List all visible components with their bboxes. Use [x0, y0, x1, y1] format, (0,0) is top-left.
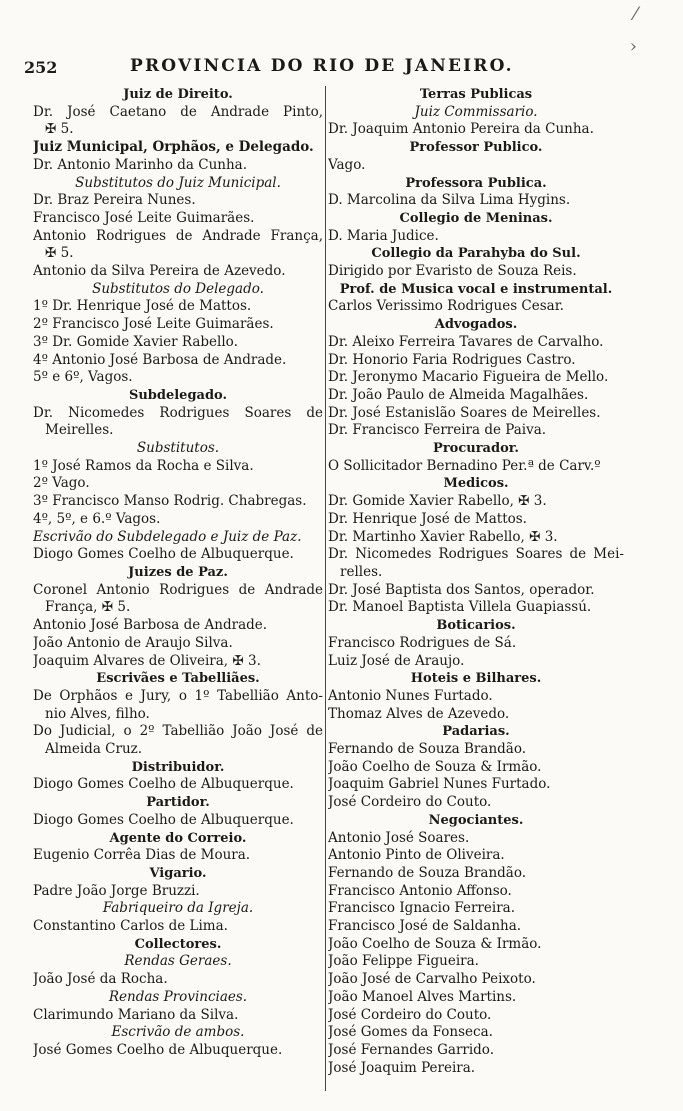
entry-continuation: ✠ 5.: [45, 121, 74, 138]
section-heading: Subdelegado.: [128, 387, 228, 403]
entry-line: Thomaz Alves de Azevedo.: [328, 705, 510, 722]
entry-line: Dr. Aleixo Ferreira Tavares de Carvalho.: [328, 333, 604, 350]
entry-line: Diogo Gomes Coelho de Albuquerque.: [33, 811, 294, 828]
entry-line: Eugenio Corrêa Dias de Moura.: [33, 847, 251, 864]
entry-line: Joaquim Alvares de Oliveira, ✠ 3.: [33, 652, 261, 669]
section-heading: Padarias.: [442, 724, 510, 740]
entry-line: 5º e 6º, Vagos.: [33, 369, 133, 386]
entry-line: Dr. Antonio Marinho da Cunha.: [33, 156, 247, 173]
entry-line: João Coelho de Souza & Irmão.: [328, 758, 542, 775]
section-heading: Juiz Municipal, Orphãos, e Delegado.: [33, 139, 314, 156]
entry-line: O Sollicitador Bernadino Per.ª de Carv.º: [328, 457, 601, 474]
subsection-heading: Fabriqueiro da Igreja.: [102, 900, 254, 917]
entry-line: Dr. Henrique José de Mattos.: [328, 510, 527, 527]
page-number: 252: [24, 58, 58, 77]
entry-line: 4º, 5º, e 6.º Vagos.: [33, 510, 161, 527]
entry-line: José Gomes Coelho de Albuquerque.: [33, 1041, 283, 1058]
section-heading: Medicos.: [443, 476, 509, 492]
entry-line: João José de Carvalho Peixoto.: [328, 971, 536, 988]
entry-line: 3º Francisco Manso Rodrig. Chabregas.: [33, 493, 307, 510]
entry-line: Vago.: [328, 156, 366, 173]
column-divider: [325, 86, 326, 1091]
entry-line: Francisco José Leite Guimarães.: [33, 209, 255, 226]
entry-line: Diogo Gomes Coelho de Albuquerque.: [33, 546, 294, 563]
section-heading: Boticarios.: [436, 618, 516, 634]
entry-continuation: ✠ 5.: [45, 245, 74, 262]
entry-line: Fernando de Souza Brandão.: [328, 864, 527, 881]
entry-line: Dr. Nicomedes Rodrigues Soares de: [33, 404, 323, 421]
entry-line: Antonio da Silva Pereira de Azevedo.: [33, 263, 286, 280]
page-title: PROVINCIA DO RIO DE JANEIRO.: [130, 56, 514, 76]
section-heading: Vigario.: [149, 865, 207, 881]
subsection-heading: Substitutos do Juiz Municipal.: [75, 174, 281, 191]
entry-line: José Cordeiro do Couto.: [328, 1006, 492, 1023]
entry-line: D. Maria Judice.: [328, 227, 439, 244]
entry-line: Dr. Jeronymo Macario Figueira de Mello.: [328, 369, 609, 386]
section-heading: Terras Publicas: [419, 87, 533, 102]
right-column: [328, 86, 624, 1077]
section-heading: Collegio da Parahyba do Sul.: [371, 246, 581, 262]
section-heading: Escrivães e Tabelliães.: [96, 671, 260, 687]
entry-line: Dr. Honorio Faria Rodrigues Castro.: [328, 351, 576, 368]
entry-line: D. Marcolina da Silva Lima Hygins.: [328, 192, 571, 209]
entry-line: João José da Rocha.: [33, 971, 168, 988]
section-heading: Juiz de Direito.: [123, 87, 233, 102]
entry-line: Dr. Manoel Baptista Villela Guapiassú.: [328, 599, 592, 616]
entry-line: Diogo Gomes Coelho de Albuquerque.: [33, 776, 294, 793]
section-heading: Negociantes.: [428, 812, 524, 828]
section-heading: Partidor.: [146, 795, 210, 811]
subsection-heading: Rendas Geraes.: [124, 953, 232, 970]
entry-line: Francisco José de Saldanha.: [328, 918, 522, 935]
entry-line: Francisco Antonio Affonso.: [328, 882, 512, 899]
section-heading: Collectores.: [134, 936, 222, 952]
subsection-heading: Escrivão do Subdelegado e Juiz de Paz.: [33, 528, 302, 545]
entry-line: 3º Dr. Gomide Xavier Rabello.: [33, 333, 238, 350]
entry-line: Dr. Francisco Ferreira de Paiva.: [328, 422, 547, 439]
entry-line: Padre João Jorge Bruzzi.: [33, 882, 200, 899]
section-heading: Distribuidor.: [131, 759, 225, 775]
entry-line: De Orphãos e Jury, o 1º Tabellião Anto-: [33, 687, 323, 704]
entry-line: Constantino Carlos de Lima.: [33, 918, 228, 935]
left-column: [33, 86, 323, 1060]
entry-line: Coronel Antonio Rodrigues de Andrade: [33, 581, 323, 598]
entry-line: Dr. Braz Pereira Nunes.: [33, 192, 196, 209]
entry-line: Antonio Nunes Furtado.: [328, 687, 493, 704]
section-heading: Collegio de Meninas.: [399, 210, 553, 226]
section-heading: Agente do Correio.: [109, 830, 247, 846]
section-heading: Prof. de Musica vocal e instrumental.: [339, 281, 613, 297]
entry-line: 2º Vago.: [33, 475, 90, 492]
entry-line: 2º Francisco José Leite Guimarães.: [33, 316, 274, 333]
subsection-heading: Substitutos do Delegado.: [92, 280, 264, 297]
section-heading: Professora Publica.: [405, 175, 547, 191]
entry-line: Dirigido por Evaristo de Souza Reis.: [328, 263, 577, 280]
entry-continuation: relles.: [340, 563, 383, 580]
section-heading: Juizes de Paz.: [128, 564, 228, 580]
entry-line: João Antonio de Araujo Silva.: [33, 634, 233, 651]
subsection-heading: Juiz Commissario.: [414, 103, 538, 120]
entry-line: Antonio José Soares.: [328, 829, 470, 846]
entry-line: Carlos Verissimo Rodrigues Cesar.: [328, 298, 564, 315]
entry-line: Fernando de Souza Brandão.: [328, 741, 527, 758]
entry-line: Joaquim Gabriel Nunes Furtado.: [328, 776, 551, 793]
entry-line: José Cordeiro do Couto.: [328, 794, 492, 811]
entry-line: Clarimundo Mariano da Silva.: [33, 1006, 239, 1023]
entry-continuation: nio Alves, filho.: [45, 705, 150, 722]
entry-line: Antonio José Barbosa de Andrade.: [33, 617, 268, 634]
section-heading: Procurador.: [433, 441, 519, 457]
subsection-heading: Escrivão de ambos.: [111, 1024, 245, 1041]
section-heading: Advogados.: [434, 317, 518, 333]
section-heading: Hoteis e Bilhares.: [410, 671, 542, 687]
entry-line: 1º Dr. Henrique José de Mattos.: [33, 298, 252, 315]
entry-line: Dr. José Caetano de Andrade Pinto,: [33, 103, 323, 120]
entry-line: Dr. João Paulo de Almeida Magalhães.: [328, 386, 589, 403]
entry-line: José Gomes da Fonseca.: [328, 1024, 493, 1041]
subsection-heading: Rendas Provinciaes.: [108, 988, 248, 1005]
entry-line: Francisco Rodrigues de Sá.: [328, 634, 517, 651]
entry-continuation: França, ✠ 5.: [45, 599, 131, 616]
entry-line: Dr. José Estanislão Soares de Meirelles.: [328, 404, 601, 421]
entry-continuation: Meirelles.: [45, 422, 114, 439]
entry-line: 1º José Ramos da Rocha e Silva.: [33, 457, 254, 474]
entry-line: Dr. Martinho Xavier Rabello, ✠ 3.: [328, 528, 558, 545]
entry-line: João Felippe Figueira.: [328, 953, 479, 970]
entry-line: Dr. José Baptista dos Santos, operador.: [328, 581, 595, 598]
entry-line: Dr. Joaquim Antonio Pereira da Cunha.: [328, 121, 594, 138]
entry-continuation: Almeida Cruz.: [45, 741, 143, 758]
entry-line: Antonio Pinto de Oliveira.: [328, 847, 505, 864]
entry-line: Luiz José de Araujo.: [328, 652, 465, 669]
entry-line: Francisco Ignacio Ferreira.: [328, 900, 515, 917]
section-heading: Professor Publico.: [409, 140, 543, 156]
entry-line: Antonio Rodrigues de Andrade França,: [33, 227, 323, 244]
entry-line: João Coelho de Souza & Irmão.: [328, 935, 542, 952]
entry-line: Dr. Nicomedes Rodrigues Soares de Mei-: [328, 546, 624, 563]
margin-mark: ⁄: [633, 4, 637, 25]
subsection-heading: Substitutos.: [136, 440, 220, 457]
entry-line: José Joaquim Pereira.: [328, 1059, 476, 1076]
entry-line: Do Judicial, o 2º Tabellião João José de: [33, 723, 323, 740]
entry-line: Dr. Gomide Xavier Rabello, ✠ 3.: [328, 493, 547, 510]
entry-line: José Fernandes Garrido.: [328, 1041, 494, 1058]
margin-mark: ›: [629, 36, 637, 57]
entry-line: 4º Antonio José Barbosa de Andrade.: [33, 351, 287, 368]
entry-line: João Manoel Alves Martins.: [328, 988, 517, 1005]
